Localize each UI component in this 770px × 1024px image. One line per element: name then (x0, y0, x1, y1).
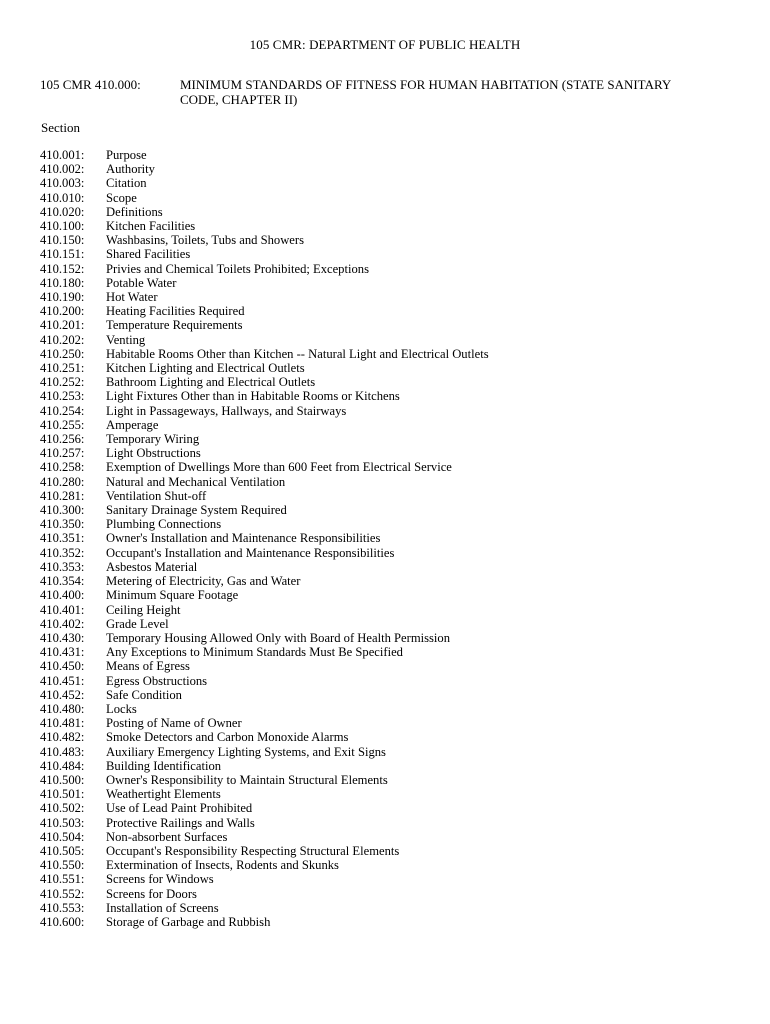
section-number: 410.431: (40, 645, 85, 660)
chapter-title: MINIMUM STANDARDS OF FITNESS FOR HUMAN HABITATION (STATE SANITARY CODE, CHAPTER II) (180, 77, 671, 107)
section-entry (40, 617, 740, 631)
section-number: 410.480: (40, 701, 85, 716)
section-list (40, 148, 740, 929)
section-entry (40, 162, 740, 176)
section-entry (40, 233, 740, 247)
section-title: Posting of Name of Owner (106, 716, 242, 731)
section-title: Kitchen Facilities (106, 219, 196, 234)
section-number: 410.010: (40, 190, 85, 205)
section-number: 410.482: (40, 730, 85, 745)
section-entry (40, 503, 740, 517)
section-entry (40, 901, 740, 915)
section-title: Metering of Electricity, Gas and Water (106, 574, 301, 589)
section-number: 410.552: (40, 886, 85, 901)
section-number: 410.550: (40, 858, 85, 873)
section-entry (40, 262, 740, 276)
section-entry (40, 418, 740, 432)
section-number: 410.354: (40, 574, 85, 589)
section-number: 410.553: (40, 900, 85, 915)
section-entry (40, 688, 740, 702)
section-title: Screens for Doors (106, 886, 197, 901)
section-number: 410.256: (40, 432, 85, 447)
section-number: 410.352: (40, 545, 85, 560)
section-entry (40, 716, 740, 730)
section-number: 410.351: (40, 531, 85, 546)
section-number: 410.481: (40, 716, 85, 731)
section-title: Heating Facilities Required (106, 304, 245, 319)
chapter-code: 105 CMR 410.000: (40, 77, 141, 92)
section-number: 410.255: (40, 417, 85, 432)
section-title: Light Fixtures Other than in Habitable Rooms or Kitchens (106, 389, 400, 404)
section-entry (40, 290, 740, 304)
section-title: Storage of Garbage and Rubbish (106, 914, 271, 929)
section-entry (40, 148, 740, 162)
section-title: Weathertight Elements (106, 787, 221, 802)
section-title: Privies and Chemical Toilets Prohibited; Exceptions (106, 261, 369, 276)
section-title: Minimum Square Footage (106, 588, 239, 603)
section-title: Smoke Detectors and Carbon Monoxide Alarms (106, 730, 349, 745)
section-entry (40, 915, 740, 929)
section-entry (40, 844, 740, 858)
section-number: 410.402: (40, 616, 85, 631)
section-number: 410.152: (40, 261, 85, 276)
section-number: 410.505: (40, 843, 85, 858)
section-title: Shared Facilities (106, 247, 191, 262)
section-entry (40, 674, 740, 688)
section-title: Scope (106, 190, 137, 205)
section-title: Light Obstructions (106, 446, 201, 461)
section-number: 410.258: (40, 460, 85, 475)
section-number: 410.500: (40, 772, 85, 787)
section-title: Temporary Wiring (106, 432, 200, 447)
section-title: Kitchen Lighting and Electrical Outlets (106, 361, 305, 376)
section-number: 410.450: (40, 659, 85, 674)
section-entry (40, 745, 740, 759)
section-title: Egress Obstructions (106, 673, 208, 688)
section-entry (40, 588, 740, 602)
section-title: Safe Condition (106, 687, 182, 702)
section-number: 410.200: (40, 304, 85, 319)
section-entry (40, 574, 740, 588)
section-entry (40, 191, 740, 205)
section-number: 410.151: (40, 247, 85, 262)
section-entry (40, 276, 740, 290)
section-number: 410.190: (40, 290, 85, 305)
section-entry (40, 404, 740, 418)
section-title: Owner's Responsibility to Maintain Structural Elements (106, 772, 388, 787)
section-title: Exemption of Dwellings More than 600 Feet from Electrical Service (106, 460, 452, 475)
section-entry (40, 247, 740, 261)
section-number: 410.150: (40, 233, 85, 248)
section-entry (40, 872, 740, 886)
section-title: Means of Egress (106, 659, 190, 674)
section-number: 410.253: (40, 389, 85, 404)
section-title: Protective Railings and Walls (106, 815, 255, 830)
section-number: 410.600: (40, 914, 85, 929)
section-entry (40, 318, 740, 332)
section-title: Occupant's Installation and Maintenance Responsibilities (106, 545, 395, 560)
section-number: 410.180: (40, 275, 85, 290)
section-title: Temperature Requirements (106, 318, 243, 333)
section-entry (40, 887, 740, 901)
section-entry (40, 546, 740, 560)
section-entry (40, 176, 740, 190)
section-number: 410.201: (40, 318, 85, 333)
section-label: Section (41, 120, 80, 135)
section-title: Temporary Housing Allowed Only with Board of Health Permission (106, 630, 451, 645)
section-number: 410.254: (40, 403, 85, 418)
section-title: Definitions (106, 204, 163, 219)
section-title: Light in Passageways, Hallways, and Stairways (106, 403, 347, 418)
section-number: 410.001: (40, 148, 85, 162)
section-number: 410.251: (40, 361, 85, 376)
section-title: Amperage (106, 417, 159, 432)
section-entry (40, 816, 740, 830)
section-title: Ceiling Height (106, 602, 181, 617)
section-entry (40, 347, 740, 361)
section-title: Washbasins, Toilets, Tubs and Showers (106, 233, 304, 248)
section-number: 410.503: (40, 815, 85, 830)
section-entry (40, 475, 740, 489)
section-title: Auxiliary Emergency Lighting Systems, and Exit Signs (106, 744, 386, 759)
section-title: Grade Level (106, 616, 169, 631)
section-entry (40, 375, 740, 389)
section-number: 410.300: (40, 503, 85, 518)
section-title: Asbestos Material (106, 559, 198, 574)
section-title: Venting (106, 332, 146, 347)
section-entry (40, 603, 740, 617)
section-title: Hot Water (106, 290, 158, 305)
section-entry (40, 730, 740, 744)
section-title: Non-absorbent Surfaces (106, 829, 228, 844)
section-entry (40, 489, 740, 503)
section-number: 410.257: (40, 446, 85, 461)
section-entry (40, 787, 740, 801)
section-title: Sanitary Drainage System Required (106, 503, 287, 518)
section-number: 410.003: (40, 176, 85, 191)
section-number: 410.430: (40, 630, 85, 645)
section-number: 410.281: (40, 488, 85, 503)
section-title: Natural and Mechanical Ventilation (106, 474, 286, 489)
section-title: Installation of Screens (106, 900, 219, 915)
section-number: 410.400: (40, 588, 85, 603)
section-number: 410.250: (40, 346, 85, 361)
section-title: Screens for Windows (106, 872, 214, 887)
section-number: 410.452: (40, 687, 85, 702)
section-title: Ventilation Shut-off (106, 488, 207, 503)
section-number: 410.353: (40, 559, 85, 574)
section-entry (40, 219, 740, 233)
section-number: 410.350: (40, 517, 85, 532)
section-entry (40, 830, 740, 844)
section-entry (40, 645, 740, 659)
section-entry (40, 702, 740, 716)
section-entry (40, 389, 740, 403)
section-entry (40, 446, 740, 460)
section-title: Potable Water (106, 275, 177, 290)
section-title: Any Exceptions to Minimum Standards Must Be Specified (106, 645, 403, 660)
section-number: 410.280: (40, 474, 85, 489)
section-number: 410.501: (40, 787, 85, 802)
section-number: 410.020: (40, 204, 85, 219)
section-entry (40, 560, 740, 574)
section-entry (40, 759, 740, 773)
section-entry (40, 773, 740, 787)
section-entry (40, 432, 740, 446)
section-title: Bathroom Lighting and Electrical Outlets (106, 375, 316, 390)
section-entry (40, 361, 740, 375)
section-entry (40, 631, 740, 645)
section-entry (40, 460, 740, 474)
section-number: 410.002: (40, 162, 85, 177)
section-title: Purpose (106, 148, 147, 162)
section-title: Use of Lead Paint Prohibited (106, 801, 253, 816)
section-entry (40, 205, 740, 219)
section-number: 410.252: (40, 375, 85, 390)
section-number: 410.502: (40, 801, 85, 816)
section-entry (40, 801, 740, 815)
section-title: Habitable Rooms Other than Kitchen -- Natural Light and Electrical Outlets (106, 346, 489, 361)
section-entry (40, 304, 740, 318)
page-header: 105 CMR: DEPARTMENT OF PUBLIC HEALTH (249, 37, 521, 52)
section-entry (40, 659, 740, 673)
section-title: Owner's Installation and Maintenance Responsibilities (106, 531, 381, 546)
section-entry (40, 333, 740, 347)
section-title: Authority (106, 162, 155, 177)
section-number: 410.100: (40, 219, 85, 234)
section-title: Building Identification (106, 758, 222, 773)
section-title: Plumbing Connections (106, 517, 222, 532)
section-number: 410.483: (40, 744, 85, 759)
section-number: 410.202: (40, 332, 85, 347)
section-title: Citation (106, 176, 147, 191)
section-title: Occupant's Responsibility Respecting Structural Elements (106, 843, 400, 858)
section-entry (40, 531, 740, 545)
section-number: 410.451: (40, 673, 85, 688)
section-number: 410.484: (40, 758, 85, 773)
section-number: 410.401: (40, 602, 85, 617)
section-number: 410.504: (40, 829, 85, 844)
section-title: Extermination of Insects, Rodents and Skunks (106, 858, 339, 873)
section-entry (40, 858, 740, 872)
section-entry (40, 517, 740, 531)
section-number: 410.551: (40, 872, 85, 887)
section-title: Locks (106, 701, 137, 716)
